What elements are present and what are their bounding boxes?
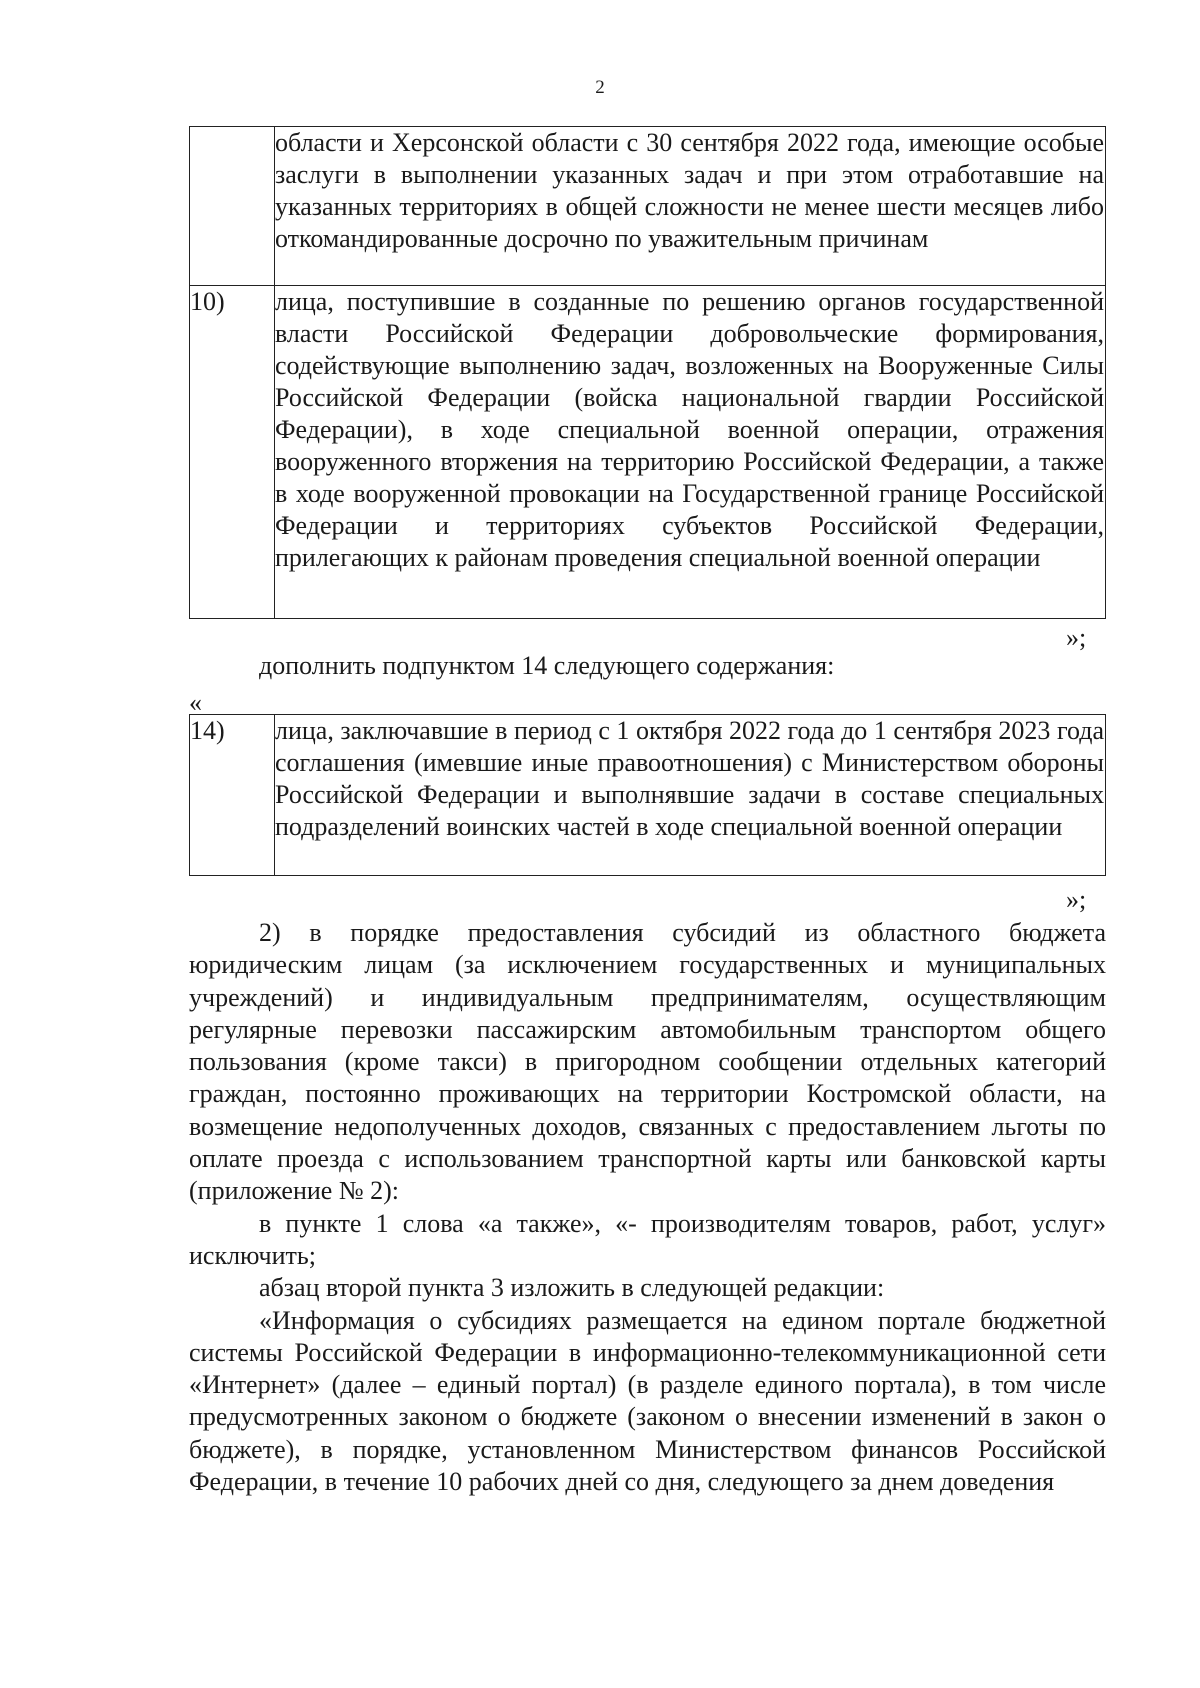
row-number xyxy=(190,127,275,286)
closing-quote: »; xyxy=(1066,623,1087,652)
body-paragraphs xyxy=(189,917,1106,1498)
row-text: лица, заключавшие в период с 1 октября 2022 года до 1 сентября 2023 года соглашения (имевшие иные правоотношения) с Министерством обороны Российской Федерации и выполнявшие задачи в составе специальных подразделений воинских частей в ходе специальной военной операции xyxy=(275,715,1106,876)
paragraph-quote: «Информация о субсидиях размещается на едином портале бюджетной системы Российской Федерации в информационно-телекоммуникационной сети «Интернет» (далее – единый портал) (в разделе единого портала), в том числе предусмотренных законом о бюджете (законом о внесении изменений в закон о бюджете), в порядке, установленном Министерством финансов Российской Федерации, в течение 10 рабочих дней со дня, следующего за днем доведения xyxy=(189,1305,1106,1497)
table-new-subitem xyxy=(189,714,1106,876)
table-row xyxy=(190,715,1106,876)
table-row xyxy=(190,286,1106,619)
page-number: 2 xyxy=(595,77,605,98)
paragraph-point-3: абзац второй пункта 3 изложить в следующей редакции: xyxy=(259,1273,885,1303)
paragraph-item-2: 2) в порядке предоставления субсидий из областного бюджета юридическим лицам (за исключением государственных и муниципальных учреждений) и индивидуальным предпринимателям, осуществляющим регулярные перевозки пассажирским автомобильным транспортом общего пользования (кроме такси) в пригородном сообщении отдельных категорий граждан, постоянно проживающих на территории Костромской области, на возмещение недополученных доходов, связанных с предоставлением льготы по оплате проезда с использованием транспортной карты или банковской карты (приложение № 2): xyxy=(189,918,1106,1206)
table-row xyxy=(190,127,1106,286)
insert-intro: дополнить подпунктом 14 следующего содержания: xyxy=(259,651,835,680)
paragraph-point-1: в пункте 1 слова «а также», «- производителям товаров, работ, услуг» исключить; xyxy=(189,1208,1106,1270)
row-text: лица, поступившие в созданные по решению органов государственной власти Российской Федерации добровольческие формирования, содействующие выполнению задач, возложенных на Вооруженные Силы Российской Федерации (войска национальной гвардии Российской Федерации), в ходе специальной военной операции, отражения вооруженного вторжения на территорию Российской Федерации, а также в ходе вооруженной провокации на Государственной границе Российской Федерации и территориях субъектов Российской Федерации, прилегающих к районам проведения специальной военной операции xyxy=(275,286,1106,619)
row-number: 14) xyxy=(190,715,275,876)
table-recipients-continued xyxy=(189,126,1106,619)
opening-quote: « xyxy=(189,688,202,717)
row-text: области и Херсонской области с 30 сентября 2022 года, имеющие особые заслуги в выполнении указанных задач и при этом отработавшие на указанных территориях в общей сложности не менее шести месяцев либо откомандированные досрочно по уважительным причинам xyxy=(275,127,1106,286)
row-number: 10) xyxy=(190,286,275,619)
closing-quote: »; xyxy=(1066,885,1087,914)
